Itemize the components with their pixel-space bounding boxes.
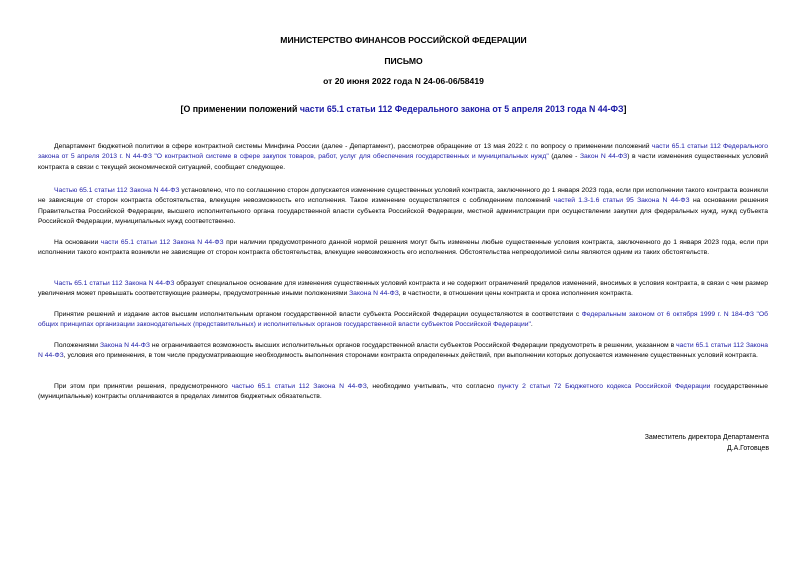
paragraph-6 [38,341,768,362]
p2-link-1[interactable]: Частью 65.1 статьи 112 Закона N 44-ФЗ [54,187,180,194]
signature-name: Д.А.Готовцев [727,445,769,452]
p1-link-1[interactable]: части 65.1 статьи 112 Федерального закона от 5 апреля 2013 г. N 44-ФЗ "О контрактной системе в сфере закупок товаров, работ, услуг для обеспечения государственных и муниципальных нужд" [38,143,768,161]
p4-link-2[interactable]: Закона N 44-ФЗ [349,290,399,298]
paragraph-1 [38,142,768,173]
p4-text-2: , в частности, в отношении цены контракта и срока исполнения контракта. [398,290,633,298]
p5-text-1: Принятие решений и издание актов высшим исполнительным органом государственной власти субъекта Российской Федерации осуществляются в соответствии с [54,311,582,318]
p6-text-3: , условия его применения, в том числе предусматривающие необходимость выполнения сторонами контракта определенных действий, при выполнении которых допускается изменение существенных условий контракта. [63,352,758,360]
p1-link-2[interactable]: Закон N 44-ФЗ [579,153,628,161]
title-link[interactable]: части 65.1 статьи 112 Федерального закона от 5 апреля 2013 года N 44-ФЗ [299,104,624,114]
p7-text-3: государственные (муниципальные) контракты оплачиваются в пределах лимитов бюджетных обязательств. [38,383,768,401]
p7-link-2[interactable]: пункту 2 статьи 72 Бюджетного кодекса Российской Федерации [498,383,711,390]
title-close: ] [623,104,627,114]
p6-link-2[interactable]: части 65.1 статьи 112 Закона N 44-ФЗ [38,342,768,360]
document-title [0,104,807,115]
paragraph-7 [38,382,768,403]
p6-link-1[interactable]: Закона N 44-ФЗ [99,342,150,349]
ministry-heading: МИНИСТЕРСТВО ФИНАНСОВ РОССИЙСКОЙ ФЕДЕРАЦИИ [280,35,527,45]
p7-text-2: , необходимо учитывать, что согласно [366,383,498,390]
p2-link-2[interactable]: частей 1.3-1.6 статьи 95 Закона N 44-ФЗ [553,197,690,205]
p7-link-1[interactable]: частью 65.1 статьи 112 Закона N 44-ФЗ [231,383,367,390]
paragraph-2 [38,186,768,227]
p5-link-1[interactable]: Федеральным законом от 6 октября 1999 г. N 184-ФЗ "Об общих принципах организации законодательных (представительных) и исполнительных органов государственной власти субъектов Российской Федерации" [38,311,768,329]
p3-text-1: На основании [54,239,101,246]
signature-position: Заместитель директора Департамента [644,434,769,441]
p1-text-1: Департамент бюджетной политики в сфере контрактной системы Минфина России (далее - Департамент), рассмотрев обращение от 13 мая 2022 г. по вопросу о применении положений [54,143,652,150]
doc-type-heading: ПИСЬМО [384,56,423,66]
p7-text-1: При этом при принятии решения, предусмотренного [54,383,232,390]
p6-text-1: Положениями [54,342,100,349]
p3-text-2: при наличии предусмотренного данной нормой решения могут быть изменены любые существенные условия контракта, заключенного до 1 января 2023 года, если при исполнении такого контракта возникли не зависящие от сторон контракта обстоятельства, влекущие невозможность его исполнения. Обстоятельства непреодолимой силы являются одним из таких обстоятельств. [38,239,768,257]
p2-text-2: на основании решения Правительства Российской Федерации, высшего исполнительного органа государственной власти субъекта Российской Федерации, местной администрации при осуществлении закупки для федеральных нужд, нужд субъекта Российской Федерации, муниципальных нужд соответственно. [38,197,768,225]
paragraph-4 [38,279,768,300]
p1-text-2: (далее - [548,153,580,161]
p4-text-1: образует специальное основание для изменения существенных условий контракта и не содержит ограничений пределов изменений, вносимых в условия контракта, в связи с чем размер увеличения может превышать соответствующие размеры, предусмотренные иными положениями [38,280,768,298]
p2-text-1: установлено, что по соглашению сторон допускается изменение существенных условий контракта, заключенного до 1 января 2023 года, если при исполнении такого контракта возникли не зависящие от сторон контракта обстоятельства, влекущие невозможность его исполнения. Такое изменение осуществляется с соблюдением положений [38,187,768,205]
p3-link-1[interactable]: части 65.1 статьи 112 Закона N 44-ФЗ [100,239,224,246]
p1-text-3: ) в части изменения существенных условий контракта в связи с текущей экономической ситуацией, сообщает следующее. [38,153,769,171]
p5-text-2: . [530,321,533,329]
title-open: [О применении положений [180,104,300,114]
p4-link-1[interactable]: Часть 65.1 статьи 112 Закона N 44-ФЗ [54,280,175,287]
paragraph-3 [38,238,768,259]
p6-text-2: не ограничивается возможность высших исполнительных органов государственной власти субъектов Российской Федерации предусмотреть в решении, указанном в [149,342,677,349]
date-number-heading: от 20 июня 2022 года N 24-06-06/58419 [323,76,484,86]
paragraph-5 [38,310,768,331]
